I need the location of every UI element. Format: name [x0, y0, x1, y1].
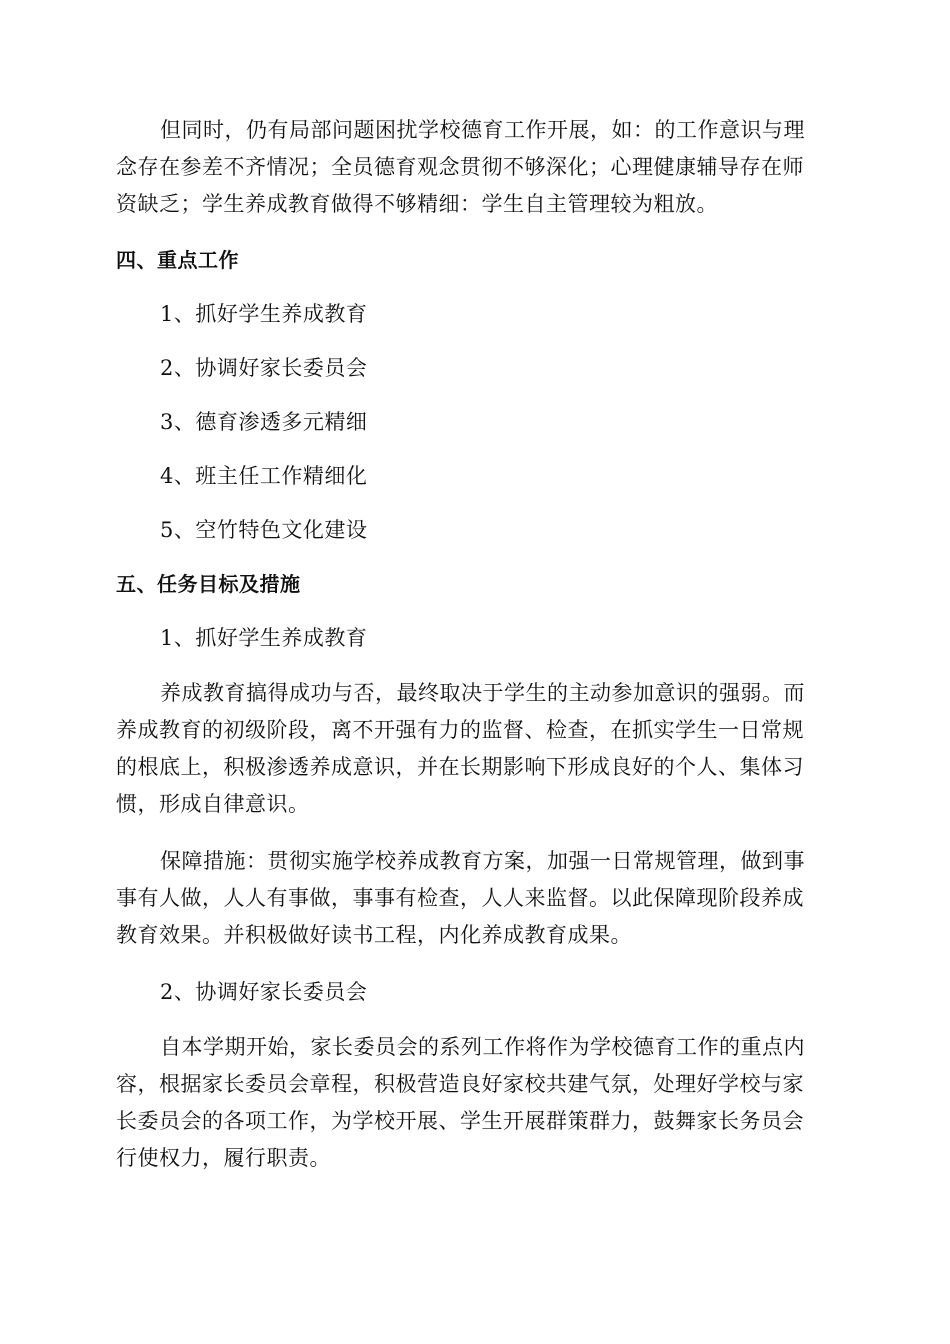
list-item: 1、抓好学生养成教育 [160, 302, 368, 326]
paragraph-line: 行使权力，履行职责。 [116, 1146, 331, 1170]
subsection-title: 1、抓好学生养成教育 [160, 626, 368, 650]
section-heading: 五、任务目标及措施 [116, 572, 301, 596]
paragraph-line: 的根底上，积极渗透养成意识，并在长期影响下形成良好的个人、集体习 [116, 755, 804, 779]
list-item: 2、协调好家长委员会 [160, 356, 368, 380]
paragraph-line: 养成教育的初级阶段，离不开强有力的监督、检查，在抓实学生一日常规 [116, 718, 804, 742]
list-item: 5、空竹特色文化建设 [160, 518, 368, 542]
paragraph-line: 事有人做，人人有事做，事事有检查，人人来监督。以此保障现阶段养成 [116, 886, 804, 910]
list-item: 4、班主任工作精细化 [160, 464, 368, 488]
list-item: 3、德育渗透多元精细 [160, 410, 368, 434]
paragraph-line: 资缺乏；学生养成教育做得不够精细：学生自主管理较为粗放。 [116, 192, 718, 216]
subsection-title: 2、协调好家长委员会 [160, 980, 368, 1004]
paragraph-line: 教育效果。并积极做好读书工程，内化养成教育成果。 [116, 923, 632, 947]
paragraph-line: 自本学期开始，家长委员会的系列工作将作为学校德育工作的重点内 [160, 1035, 805, 1059]
paragraph-line: 养成教育搞得成功与否，最终取决于学生的主动参加意识的强弱。而 [160, 681, 805, 705]
paragraph-line: 容，根据家长委员会章程，积极营造良好家校共建气氛，处理好学校与家 [116, 1072, 804, 1096]
paragraph-line: 惯，形成自律意识。 [116, 792, 310, 816]
paragraph-line: 长委员会的各项工作，为学校开展、学生开展群策群力，鼓舞家长务员会 [116, 1109, 804, 1133]
paragraph-line: 但同时，仍有局部问题困扰学校德育工作开展，如：的工作意识与理 [160, 118, 805, 142]
section-heading: 四、重点工作 [116, 248, 239, 272]
paragraph-line: 念存在参差不齐情况；全员德育观念贯彻不够深化；心理健康辅导存在师 [116, 155, 804, 179]
paragraph-line: 保障措施：贯彻实施学校养成教育方案，加强一日常规管理，做到事 [160, 849, 805, 873]
